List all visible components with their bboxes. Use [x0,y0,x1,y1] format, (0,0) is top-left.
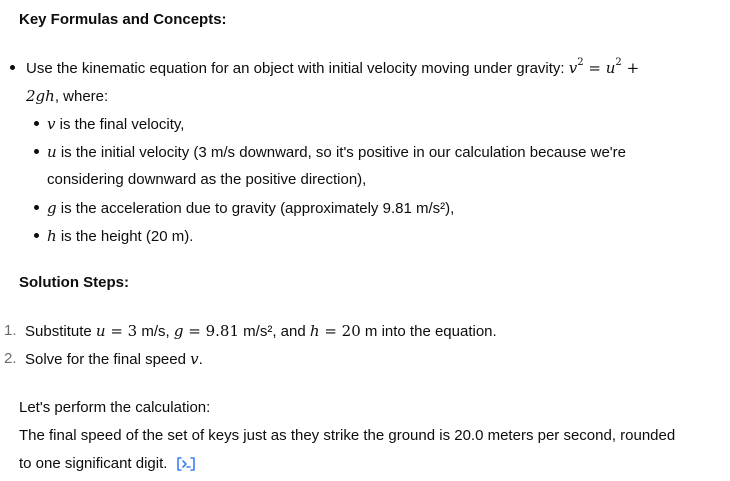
sub-bullet-text: is the acceleration due to gravity (approximately 9.81 m/s²), [56,200,455,217]
bullet-text: Use the kinematic equation for an object with initial velocity moving under gravity: [26,60,569,77]
math-plus: + [621,59,640,77]
math-u: u [605,59,616,77]
sub-bullet-dot [34,149,39,154]
step-text: m into the equation. [360,323,497,340]
math-value: = 3 [105,322,138,340]
bullet-dot [10,65,15,70]
step-number: 2. [4,350,17,367]
math-value: = 20 [319,322,361,340]
step-substitute [25,321,497,342]
step-text: Solve for the final speed [25,351,191,368]
sub-bullet-h [47,226,193,247]
math-g: g [173,322,184,340]
step-solve [25,349,203,370]
step-text: m/s², and [239,323,310,340]
sub-bullet-text: is the height (20 m). [56,228,194,245]
math-v: v [568,59,578,77]
section-heading-steps: Solution Steps: [19,274,129,291]
sub-bullet-g [47,198,454,219]
sub-bullet-v [47,114,184,135]
math-v: v [190,350,199,368]
bullet-kinematic-equation-cont [26,86,108,107]
step-number: 1. [4,322,17,339]
sub-bullet-dot [34,121,39,126]
step-text: m/s, [137,323,174,340]
step-text: Substitute [25,323,96,340]
sub-bullet-text: is the initial velocity (3 m/s downward, so it's positive in our calculation because we're [56,144,626,161]
code-interpreter-icon[interactable] [176,456,196,472]
perform-text: Let's perform the calculation: [19,399,211,416]
math-value: = 9.81 [183,322,240,340]
code-interpreter-icon-svg [176,456,196,472]
math-u: u [95,322,106,340]
bullet-text: , where: [54,88,109,105]
math-h: h [309,322,320,340]
step-text: . [198,351,203,368]
math-exponent: 2 [577,57,584,68]
result-text-cont [19,454,196,474]
math-symbol: v [47,115,56,133]
math-symbol: h [47,227,57,245]
sub-bullet-dot [34,233,39,238]
result-text: to one significant digit. [19,455,168,472]
math-equals: = [583,59,606,77]
sub-bullet-u [47,142,626,163]
math-exponent: 2 [615,57,622,68]
result-text: The final speed of the set of keys just as they strike the ground is 20.0 meters per second, rounded [19,427,676,444]
math-2gh: 2gh [26,87,55,105]
sub-bullet-text: is the final velocity, [55,116,185,133]
math-symbol: g [47,199,57,217]
sub-bullet-dot [34,205,39,210]
section-heading-formulas: Key Formulas and Concepts: [19,11,227,28]
sub-bullet-u-cont: considering downward as the positive direction), [47,171,367,188]
bullet-kinematic-equation [26,58,639,79]
math-symbol: u [47,143,57,161]
